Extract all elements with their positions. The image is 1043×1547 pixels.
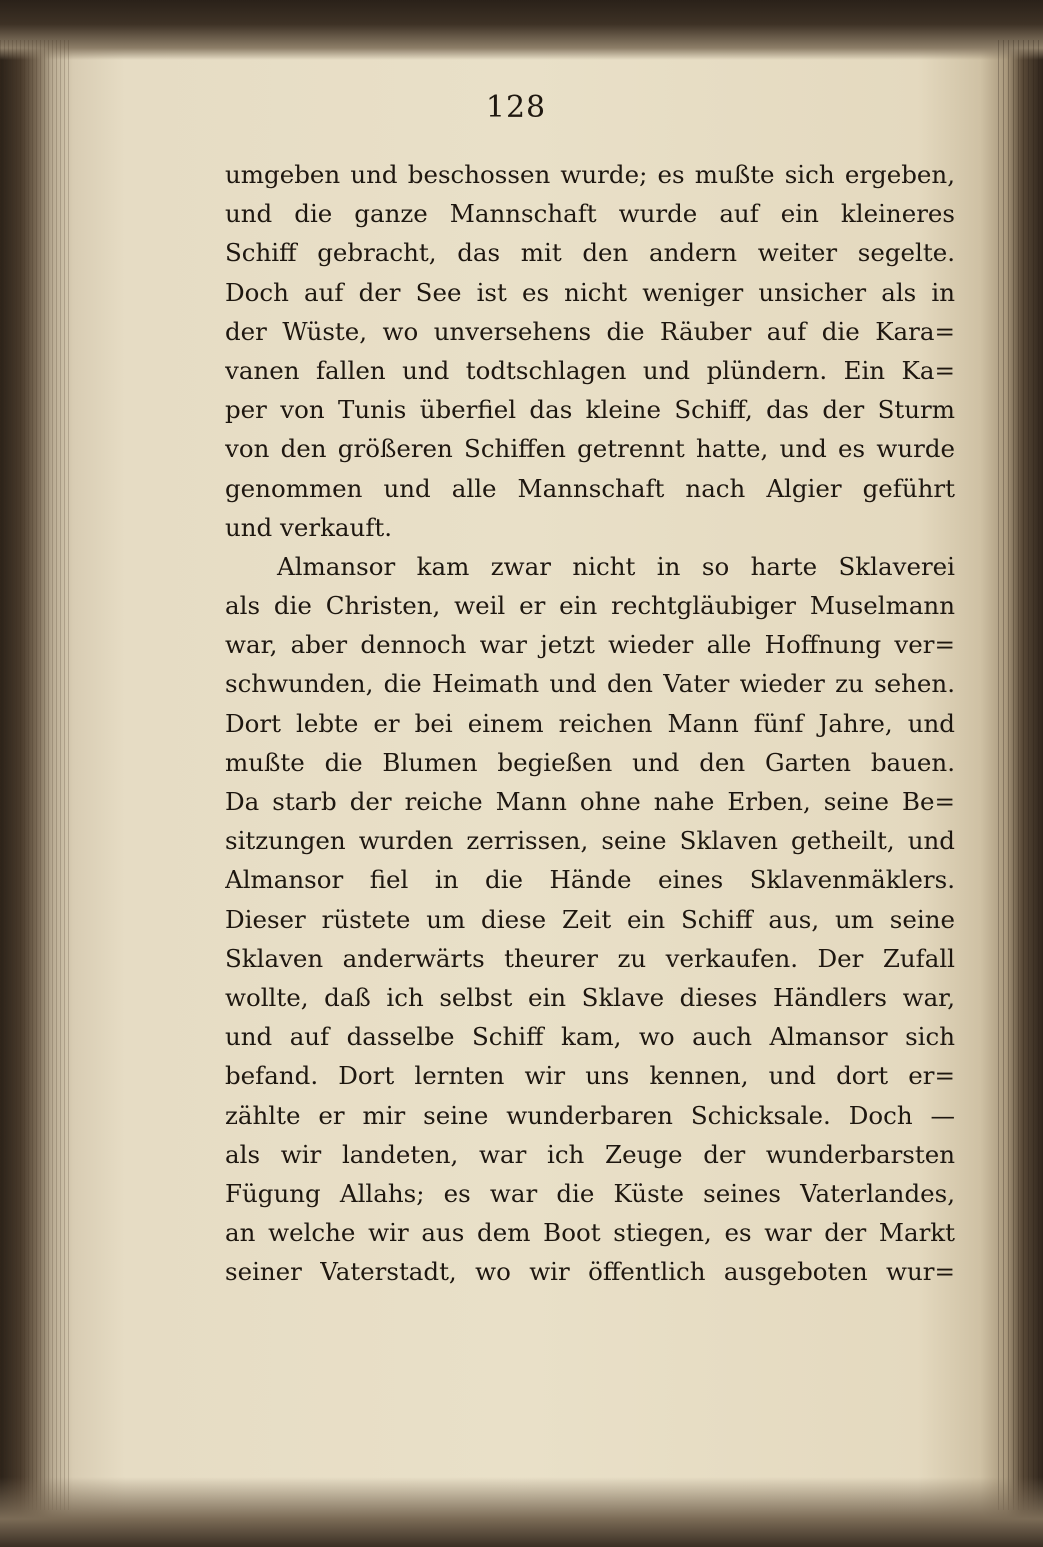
text-line: befand. Dort lernten wir uns kennen, und dort er= xyxy=(225,1061,955,1091)
text-line: Dort lebte er bei einem reichen Mann fünf Jahre, und xyxy=(225,708,955,738)
text-line: und verkauft. xyxy=(225,512,393,542)
book-top-edge xyxy=(0,0,1043,60)
text-line: vanen fallen und todtschlagen und plündern. Ein Ka= xyxy=(225,355,955,385)
text-line: als die Christen, weil er ein rechtgläubiger Muselmann xyxy=(225,591,955,621)
text-line: Schiff gebracht, das mit den andern weiter segelte. xyxy=(225,238,955,268)
text-line: als wir landeten, war ich Zeuge der wunderbarsten xyxy=(225,1139,955,1169)
text-line: mußte die Blumen begießen und den Garten bauen. xyxy=(225,747,955,777)
text-line: Dieser rüstete um diese Zeit ein Schiff aus, um seine xyxy=(225,904,955,934)
text-line: zählte er mir seine wunderbaren Schicksale. Doch — xyxy=(225,1100,955,1130)
text-line: schwunden, die Heimath und den Vater wieder zu sehen. xyxy=(225,669,955,699)
text-line: seiner Vaterstadt, wo wir öffentlich ausgeboten wur= xyxy=(225,1257,955,1287)
text-line: war, aber dennoch war jetzt wieder alle Hoffnung ver= xyxy=(225,630,955,660)
text-line: der Wüste, wo unversehens die Räuber auf die Kara= xyxy=(225,316,955,346)
text-line: Da starb der reiche Mann ohne nahe Erben, seine Be= xyxy=(225,787,955,816)
text-line: Sklaven anderwärts theurer zu verkaufen. Der Zufall xyxy=(225,943,955,973)
text-line: genommen und alle Mannschaft nach Algier geführt xyxy=(225,473,955,503)
body-text xyxy=(225,155,955,1291)
text-line: und auf dasselbe Schiff kam, wo auch Almansor sich xyxy=(225,1022,955,1052)
text-line: an welche wir aus dem Boot stiegen, es war der Markt xyxy=(225,1218,955,1248)
text-line: Doch auf der See ist es nicht weniger unsicher als in xyxy=(225,277,955,307)
text-line: sitzungen wurden zerrissen, seine Sklaven getheilt, und xyxy=(225,826,955,856)
text-line: Almansor kam zwar nicht in so harte Sklaverei xyxy=(277,551,955,581)
text-line: per von Tunis überfiel das kleine Schiff, das der Sturm xyxy=(225,395,955,425)
text-line: umgeben und beschossen wurde; es mußte sich ergeben, xyxy=(225,160,955,189)
text-line: Almansor fiel in die Hände eines Sklavenmäklers. xyxy=(225,865,955,895)
text-line: und die ganze Mannschaft wurde auf ein kleineres xyxy=(225,199,955,229)
text-line: von den größeren Schiffen getrennt hatte, und es wurde xyxy=(225,434,955,464)
text-line: wollte, daß ich selbst ein Sklave dieses Händlers war, xyxy=(225,982,955,1012)
book-page xyxy=(75,60,1005,1490)
text-line: Fügung Allahs; es war die Küste seines Vaterlandes, xyxy=(225,1178,955,1208)
page-number: 128 xyxy=(485,90,547,125)
page-leaves-left xyxy=(0,40,70,1510)
